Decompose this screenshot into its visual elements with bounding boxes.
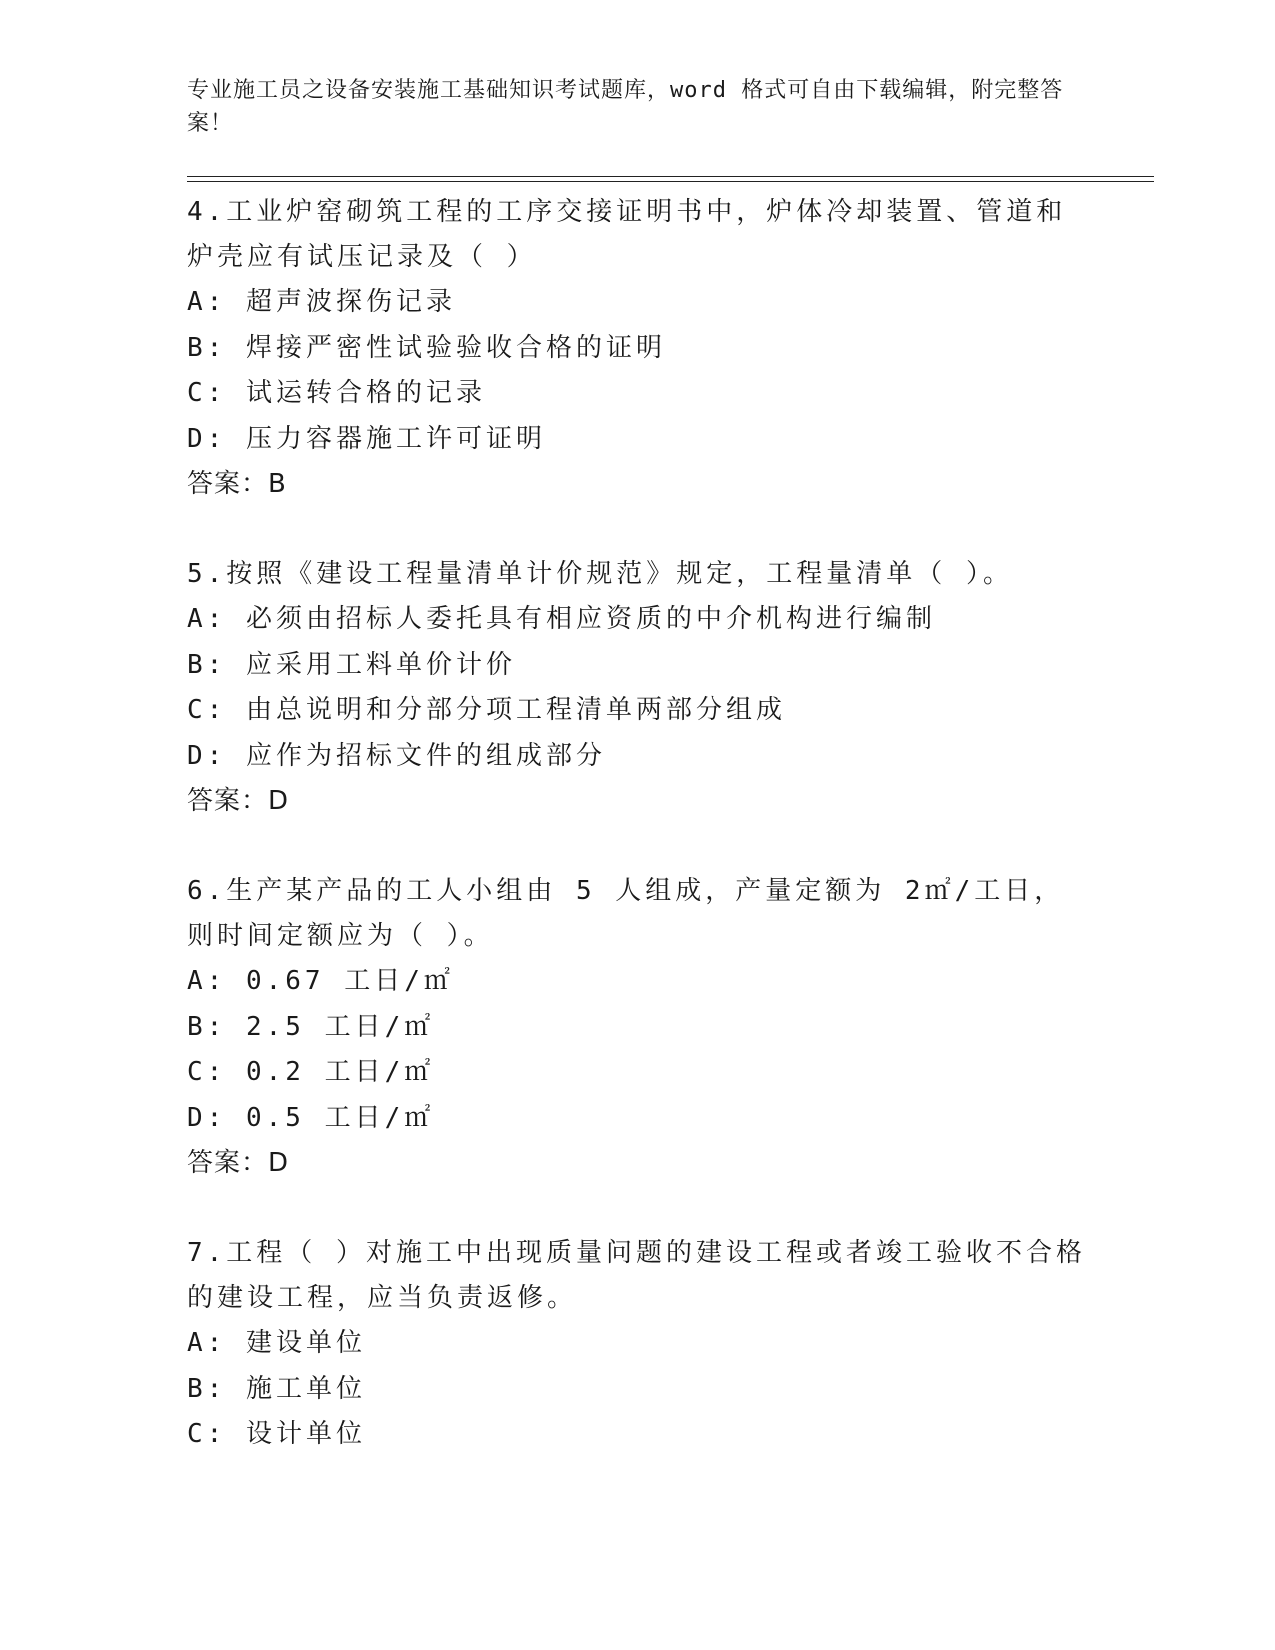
option-b: B: 应采用工料单价计价 bbox=[187, 649, 516, 680]
question-stem: 5.按照《建设工程量清单计价规范》规定，工程量清单（ ）。 bbox=[187, 559, 1013, 589]
question-4 bbox=[187, 190, 1087, 507]
option-d: D: 压力容器施工许可证明 bbox=[187, 423, 546, 454]
question-spacer bbox=[187, 1186, 1087, 1231]
option-a: A: 0.67 工日/㎡ bbox=[187, 966, 454, 996]
option-b: B: 2.5 工日/㎡ bbox=[187, 1011, 435, 1042]
option-c: C: 0.2 工日/㎡ bbox=[187, 1057, 435, 1087]
question-spacer bbox=[187, 507, 1087, 552]
header-divider-bottom bbox=[187, 181, 1154, 182]
answer-line: 答案：D bbox=[187, 1148, 290, 1178]
answer-line: 答案：B bbox=[187, 469, 287, 499]
option-d: D: 0.5 工日/㎡ bbox=[187, 1102, 435, 1133]
question-7 bbox=[187, 1231, 1087, 1458]
question-stem: 4.工业炉窑砌筑工程的工序交接证明书中，炉体冷却装置、管道和炉壳应有试压记录及（ ） bbox=[187, 197, 1067, 272]
option-b: B: 焊接严密性试验验收合格的证明 bbox=[187, 332, 666, 363]
option-d: D: 应作为招标文件的组成部分 bbox=[187, 740, 606, 771]
question-5 bbox=[187, 552, 1087, 824]
option-a: A: 必须由招标人委托具有相应资质的中介机构进行编制 bbox=[187, 604, 936, 634]
question-stem: 6.生产某产品的工人小组由 5 人组成，产量定额为 2㎡/工日，则时间定额应为（ ）。 bbox=[187, 876, 1065, 951]
question-6 bbox=[187, 869, 1087, 1186]
option-a: A: 超声波探伤记录 bbox=[187, 287, 456, 317]
document-header: 专业施工员之设备安装施工基础知识考试题库，word 格式可自由下载编辑，附完整答案！ bbox=[187, 78, 1064, 136]
question-list bbox=[187, 190, 1087, 1458]
option-c: C: 试运转合格的记录 bbox=[187, 378, 486, 408]
question-stem: 7.工程（ ）对施工中出现质量问题的建设工程或者竣工验收不合格的建设工程，应当负责返修。 bbox=[187, 1238, 1086, 1313]
header-divider-top bbox=[187, 176, 1154, 177]
option-a: A: 建设单位 bbox=[187, 1328, 366, 1358]
option-c: C: 由总说明和分部分项工程清单两部分组成 bbox=[187, 695, 786, 725]
option-b: B: 施工单位 bbox=[187, 1373, 366, 1404]
question-spacer bbox=[187, 824, 1087, 869]
option-c: C: 设计单位 bbox=[187, 1419, 366, 1449]
answer-line: 答案：D bbox=[187, 786, 290, 816]
